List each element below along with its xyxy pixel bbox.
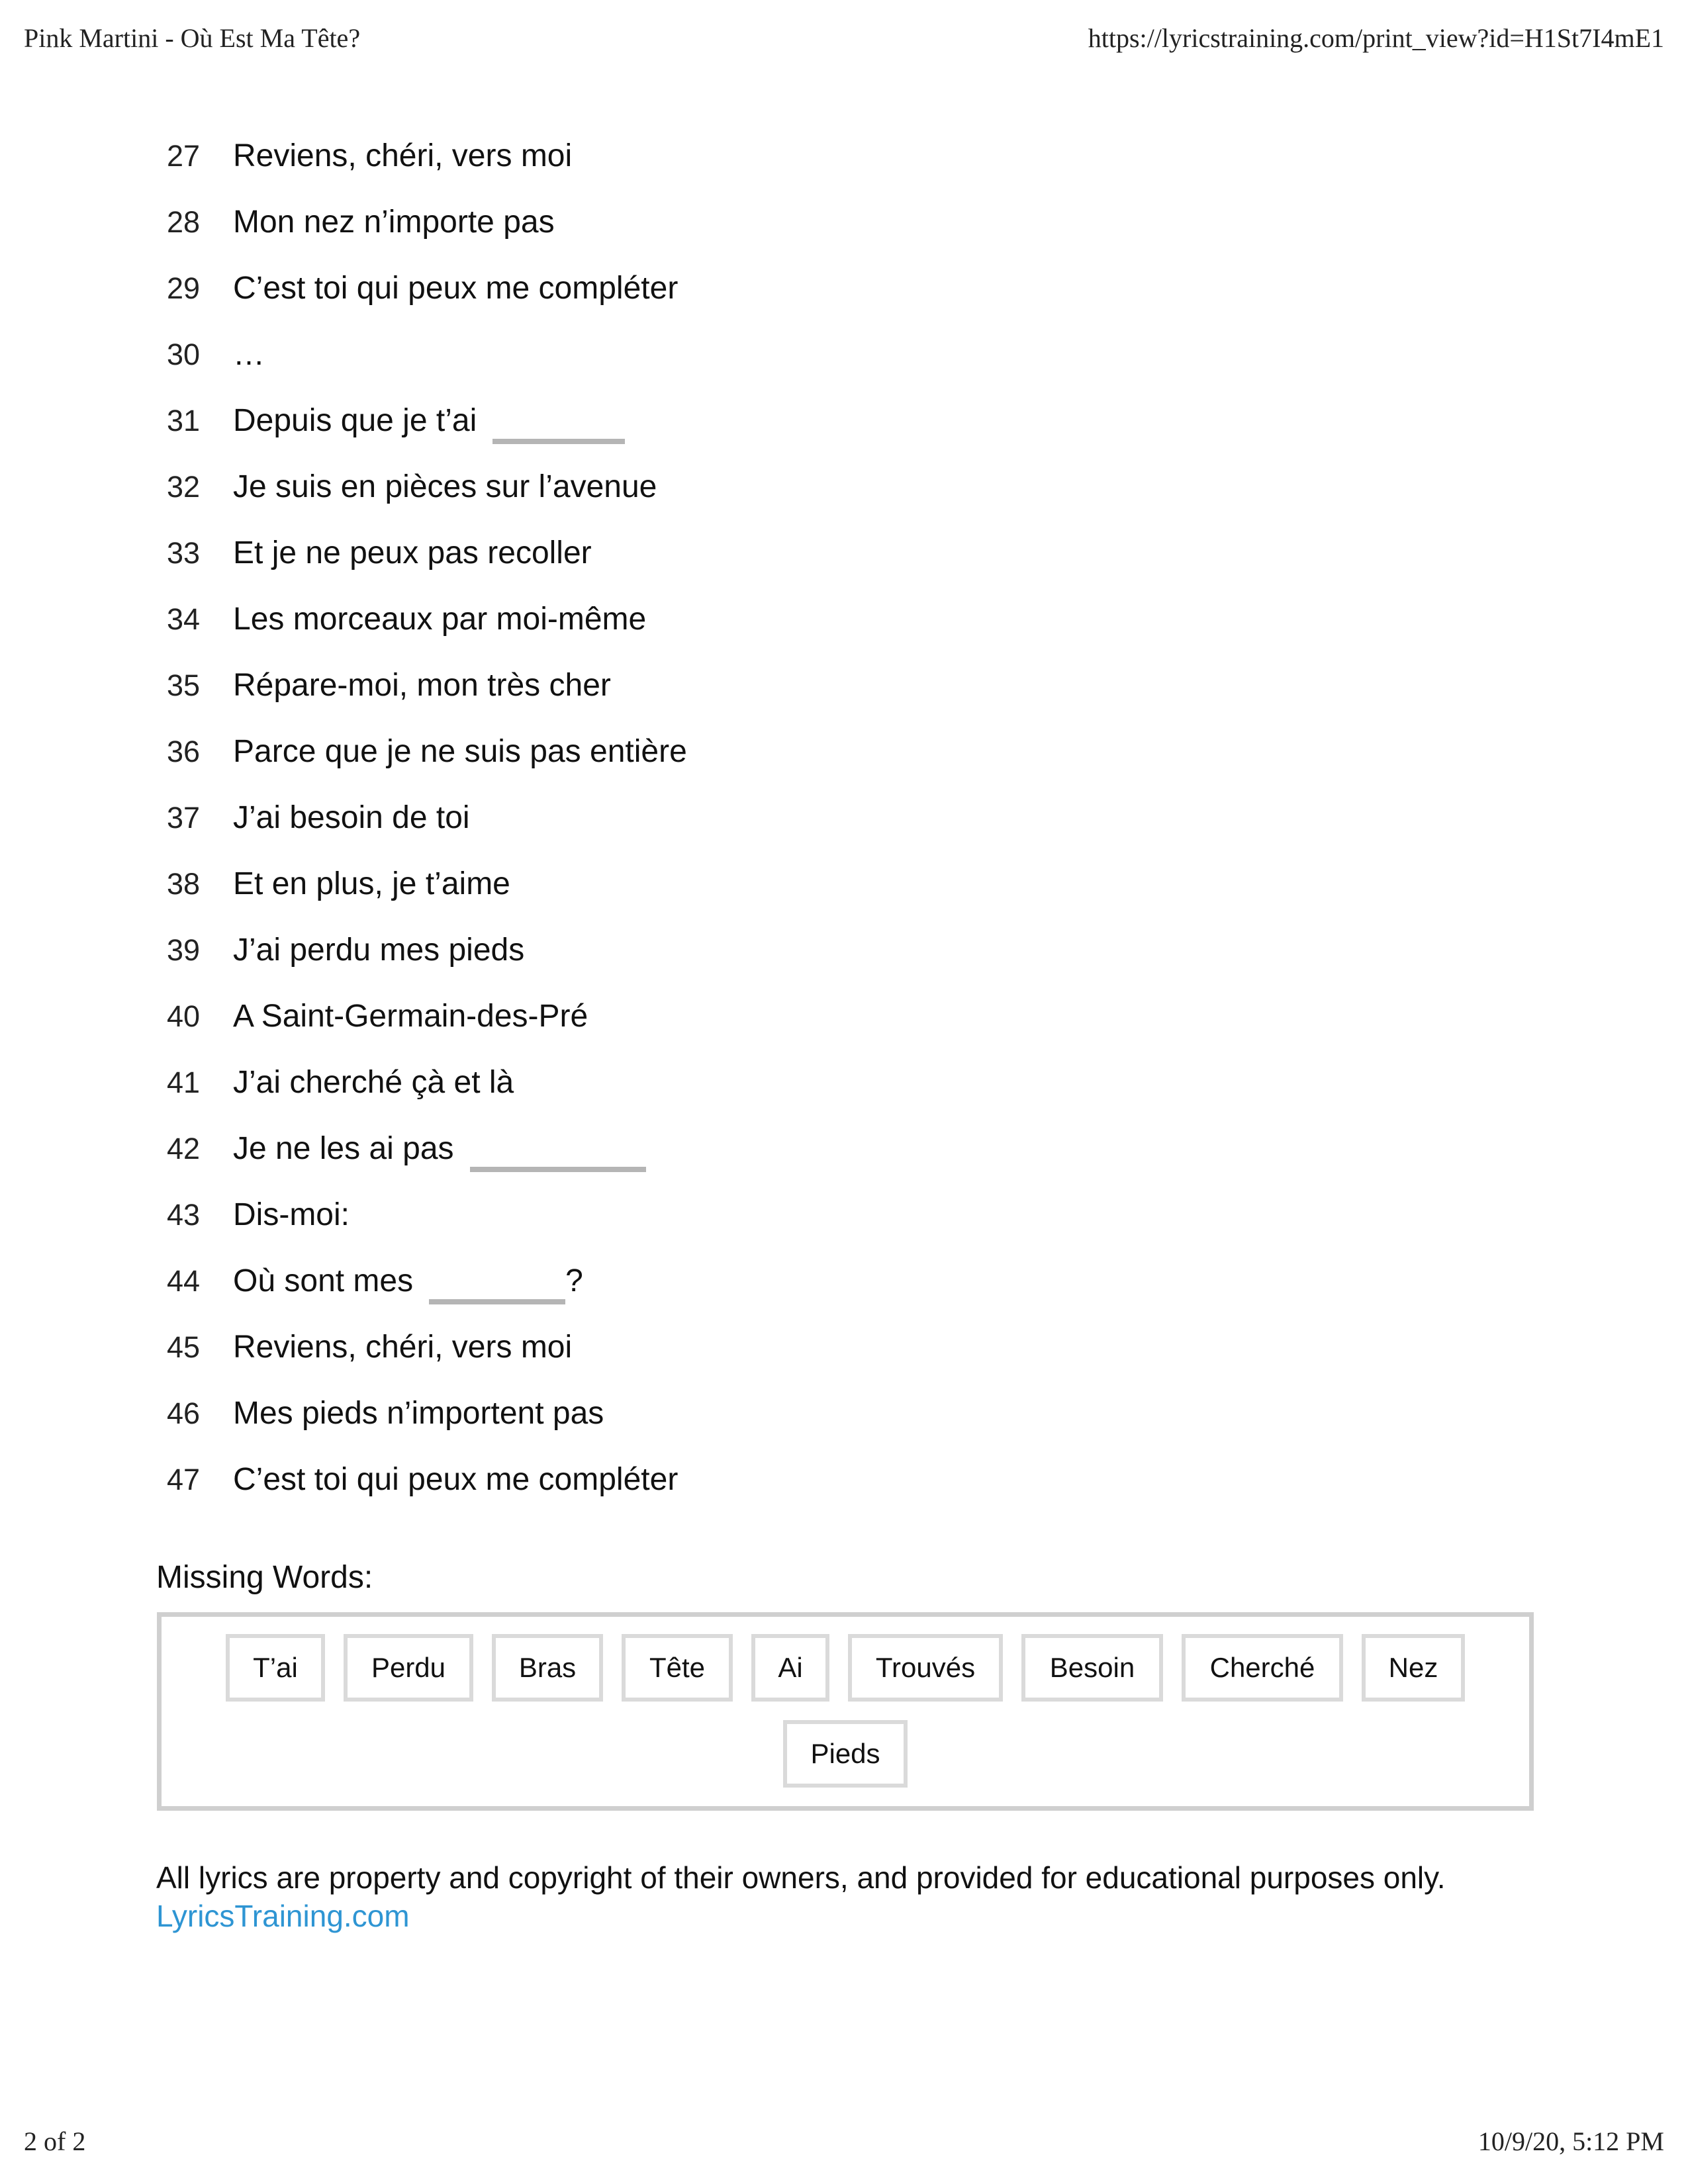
line-number: 45	[167, 1330, 201, 1364]
lyric-line	[132, 324, 1125, 390]
copyright-text: All lyrics are property and copyright of their owners, and provided for educational purposes only.	[156, 1860, 1446, 1895]
word-chip[interactable]: Nez	[1362, 1634, 1465, 1702]
word-chip[interactable]: Trouvés	[848, 1634, 1003, 1702]
lyric-line-with-blank	[132, 1251, 1125, 1317]
word-row	[162, 1720, 1529, 1788]
line-number: 37	[167, 801, 201, 835]
print-datetime: 10/9/20, 5:12 PM	[1477, 2126, 1664, 2156]
lyric-line	[132, 1449, 1125, 1516]
lyric-text: Reviens, chéri, vers moi	[233, 138, 573, 173]
line-number: 38	[167, 867, 201, 901]
lyric-text: Répare-moi, mon très cher	[233, 668, 611, 703]
lyric-text: J’ai cherché çà et là	[233, 1065, 514, 1100]
line-number: 30	[167, 338, 201, 371]
page-url: https://lyricstraining.com/print_view?id=H1St7I4mE1	[1088, 23, 1664, 53]
line-number: 40	[167, 999, 201, 1033]
line-number: 39	[167, 933, 201, 967]
lyric-text: Parce que je ne suis pas entière	[233, 734, 687, 769]
line-number: 42	[167, 1132, 201, 1165]
missing-word-blank[interactable]	[492, 439, 625, 444]
word-chip[interactable]: Perdu	[344, 1634, 473, 1702]
lyric-text: Je suis en pièces sur l’avenue	[233, 469, 657, 504]
lyric-text: Depuis que je t’ai	[233, 403, 477, 438]
lyric-text: Et en plus, je t’aime	[233, 866, 510, 901]
line-number: 28	[167, 205, 201, 239]
word-row	[162, 1634, 1529, 1702]
lyric-text: J’ai besoin de toi	[233, 800, 470, 835]
lyric-text: A Saint-Germain-des-Pré	[233, 999, 588, 1034]
line-number: 34	[167, 602, 201, 636]
line-number: 46	[167, 1396, 201, 1430]
lyric-line-with-blank	[132, 1118, 1125, 1185]
line-number: 41	[167, 1066, 201, 1099]
lyric-text: …	[233, 337, 265, 372]
lyric-text: Mes pieds n’importent pas	[233, 1396, 604, 1431]
missing-word-blank[interactable]	[429, 1299, 565, 1304]
lyric-line	[132, 920, 1125, 986]
word-chip[interactable]: T’ai	[226, 1634, 325, 1702]
lyric-line	[132, 854, 1125, 920]
lyric-line	[132, 1052, 1125, 1118]
line-number: 29	[167, 271, 201, 305]
missing-words-title: Missing Words:	[156, 1560, 373, 1595]
line-number: 44	[167, 1264, 201, 1298]
line-number: 47	[167, 1463, 201, 1496]
lyric-line	[132, 589, 1125, 655]
line-number: 35	[167, 668, 201, 702]
lyrics-list	[132, 126, 1125, 1516]
lyricstraining-link[interactable]: LyricsTraining.com	[156, 1899, 410, 1933]
missing-words-box	[157, 1612, 1534, 1811]
missing-word-blank[interactable]	[470, 1167, 646, 1172]
page-number: 2 of 2	[24, 2126, 86, 2156]
copyright-notice	[156, 1858, 1446, 1935]
lyric-text: Les morceaux par moi-même	[233, 602, 647, 637]
line-number: 32	[167, 470, 201, 504]
document-title: Pink Martini - Où Est Ma Tête?	[24, 23, 361, 53]
lyric-text: Dis-moi:	[233, 1197, 350, 1232]
line-number: 27	[167, 139, 201, 173]
lyric-text: Je ne les ai pas	[233, 1131, 454, 1166]
lyric-text-after: ?	[565, 1263, 583, 1298]
lyric-text: J’ai perdu mes pieds	[233, 933, 525, 968]
lyric-line	[132, 986, 1125, 1052]
lyric-line	[132, 192, 1125, 258]
lyric-text: Et je ne peux pas recoller	[233, 535, 592, 570]
lyric-line	[132, 1383, 1125, 1449]
line-number: 43	[167, 1198, 201, 1232]
lyric-line	[132, 655, 1125, 721]
word-chip[interactable]: Pieds	[783, 1720, 908, 1788]
line-number: 33	[167, 536, 201, 570]
lyric-text: Mon nez n’importe pas	[233, 205, 555, 240]
lyric-text: C’est toi qui peux me compléter	[233, 271, 679, 306]
lyric-line	[132, 788, 1125, 854]
lyric-line	[132, 457, 1125, 523]
lyric-line	[132, 721, 1125, 788]
word-chip[interactable]: Cherché	[1182, 1634, 1343, 1702]
line-number: 31	[167, 404, 201, 437]
lyric-line	[132, 126, 1125, 192]
lyric-line	[132, 523, 1125, 589]
word-chip[interactable]: Besoin	[1021, 1634, 1163, 1702]
lyric-text: Où sont mes	[233, 1263, 414, 1298]
lyric-line	[132, 1317, 1125, 1383]
lyric-text: C’est toi qui peux me compléter	[233, 1462, 679, 1497]
lyric-line	[132, 1185, 1125, 1251]
lyric-line	[132, 258, 1125, 324]
word-chip[interactable]: Tête	[622, 1634, 733, 1702]
word-chip[interactable]: Bras	[492, 1634, 603, 1702]
word-chip[interactable]: Ai	[751, 1634, 829, 1702]
lyric-text: Reviens, chéri, vers moi	[233, 1330, 573, 1365]
lyric-line-with-blank	[132, 390, 1125, 457]
line-number: 36	[167, 735, 201, 768]
